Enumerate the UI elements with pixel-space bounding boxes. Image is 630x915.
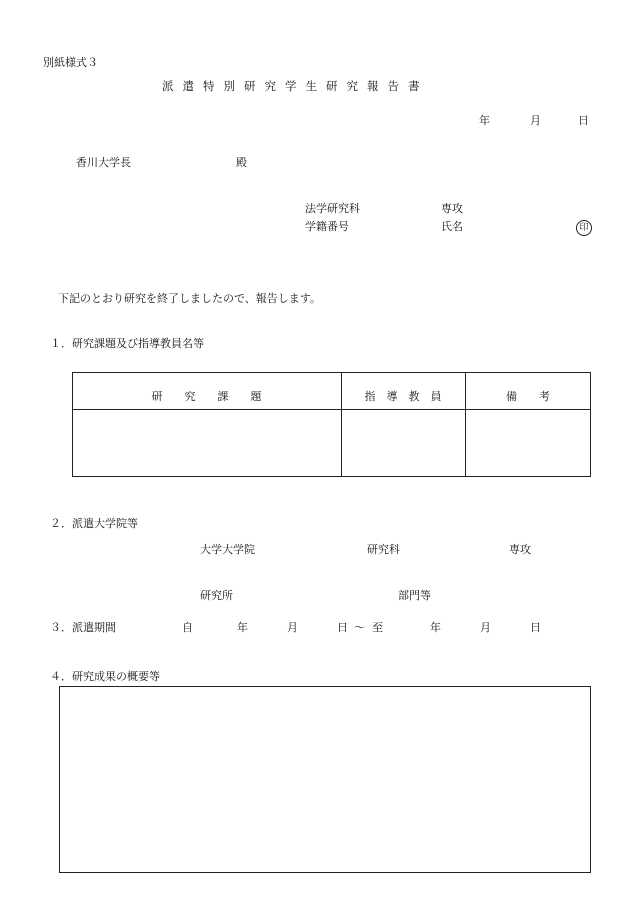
section2-heading: ２．派遣大学院等 xyxy=(50,517,138,530)
intro-text: 下記のとおり研究を終了しましたので、報告します。 xyxy=(58,292,321,305)
faculty-label: 法学研究科 xyxy=(305,202,360,215)
university-label: 大学大学院 xyxy=(200,543,255,556)
seal-mark: 印 xyxy=(576,220,592,236)
date-month-label: 月 xyxy=(530,114,541,127)
table-header-divider xyxy=(72,409,591,410)
table-column-divider-1 xyxy=(341,372,342,477)
period-year1: 年 xyxy=(237,621,248,634)
period-to: 至 xyxy=(372,621,383,634)
period-tilde: 〜 xyxy=(354,621,365,634)
section3-heading: ３．派遣期間 xyxy=(50,621,116,634)
period-day1: 日 xyxy=(337,621,348,634)
research-table xyxy=(72,372,591,477)
department-label: 部門等 xyxy=(398,589,431,602)
research-summary-box xyxy=(59,686,591,873)
document-title: 派遣特別研究学生研究報告書 xyxy=(162,79,429,93)
dispatch-major-label: 専攻 xyxy=(509,543,531,556)
section1-heading: １．研究課題及び指導教員名等 xyxy=(50,337,204,350)
date-year-label: 年 xyxy=(479,114,490,127)
section4-heading: ４．研究成果の概要等 xyxy=(50,670,160,683)
period-month1: 月 xyxy=(287,621,298,634)
table-header-advisor: 指 導 教 員 xyxy=(364,390,442,403)
period-month2: 月 xyxy=(480,621,491,634)
period-from: 自 xyxy=(182,621,193,634)
student-id-label: 学籍番号 xyxy=(305,220,349,233)
name-label: 氏名 xyxy=(441,220,463,233)
period-year2: 年 xyxy=(430,621,441,634)
date-day-label: 日 xyxy=(578,114,589,127)
table-column-divider-2 xyxy=(465,372,466,477)
table-header-research-topic: 研 究 課 題 xyxy=(151,390,262,403)
addressee-name: 香川大学長 xyxy=(76,156,131,169)
major-label: 専攻 xyxy=(441,202,463,215)
period-day2: 日 xyxy=(530,621,541,634)
institute-label: 研究所 xyxy=(200,589,233,602)
form-code: 別紙様式３ xyxy=(43,56,98,69)
addressee-honorific: 殿 xyxy=(236,156,247,169)
table-header-remarks: 備 考 xyxy=(506,390,550,403)
graduate-school-label: 研究科 xyxy=(367,543,400,556)
